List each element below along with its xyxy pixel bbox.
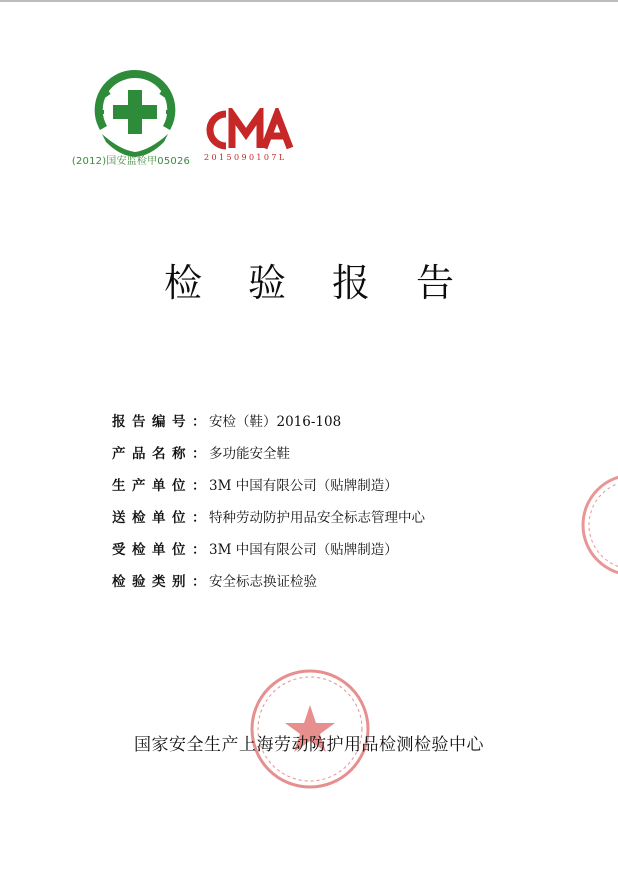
edge-seal-stamp [578,470,618,580]
field-product-name [112,442,425,474]
field-label: 生产单位： [112,478,212,494]
field-value: 3M 中国有限公司（贴牌制造） [209,542,398,558]
field-inspected-unit [112,538,425,570]
top-border [0,0,618,2]
field-value: 安全标志换证检验 [209,574,317,590]
field-submitting-unit [112,506,425,538]
field-inspection-type [112,570,425,602]
field-label: 产品名称： [112,446,212,462]
report-title: 检验报告 [163,261,500,305]
field-report-number [112,410,425,442]
field-value: 特种劳动防护用品安全标志管理中心 [209,510,425,526]
field-value: 3M 中国有限公司（贴牌制造） [209,478,398,494]
field-label: 受检单位： [112,542,212,558]
field-value: 多功能安全鞋 [209,446,290,462]
field-manufacturer [112,474,425,506]
field-label: 送检单位： [112,510,212,526]
issuing-organization: 国家安全生产上海劳动防护用品检测检验中心 [134,735,484,755]
report-fields [112,410,425,602]
safety-logo-caption: (2012)国安监检甲05026 [71,156,191,167]
official-seal-stamp [246,665,374,793]
cma-mark-logo [202,108,298,152]
field-value: 安检（鞋）2016-108 [209,414,342,430]
field-label: 检验类别： [112,574,212,590]
cma-mark-caption: 2015090107L [204,153,287,162]
field-label: 报告编号： [112,414,212,430]
